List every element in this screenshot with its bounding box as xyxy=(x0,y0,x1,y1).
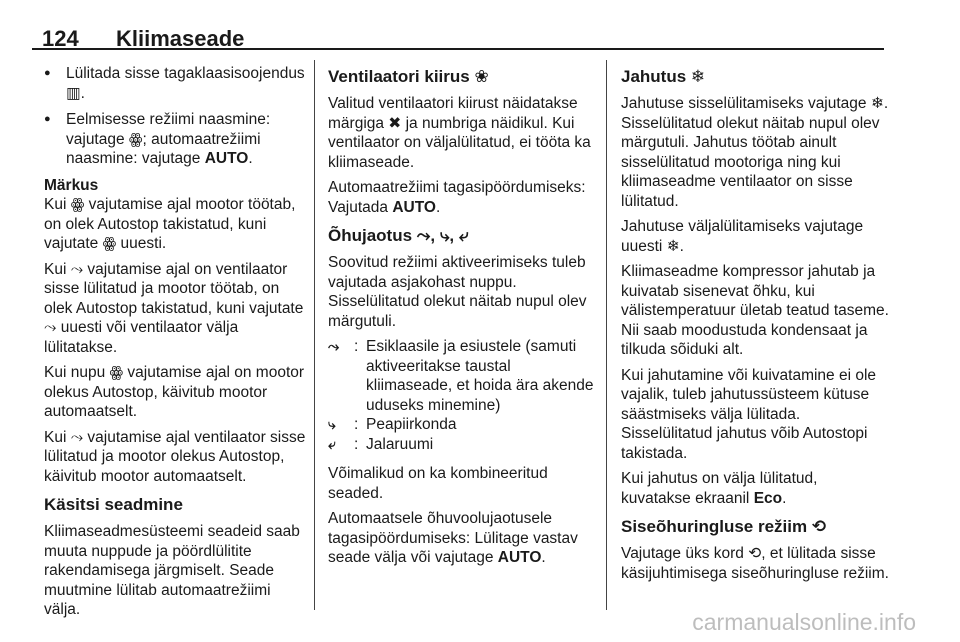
header-rule xyxy=(32,48,884,50)
column-divider xyxy=(314,60,315,610)
paragraph: Kui jahutamine või kuivatamine ei ole vajalik, tuleb jahutussüsteem kütuse säästmiseks välja lülitada. Sisselülitatud jahutus võib Autostopi takistada. xyxy=(621,366,877,462)
legend-text: Esiklaasile ja esiustele (samuti aktiveeritakse taustal kliimaseade, et hoida ära akende uduseks minemine) xyxy=(366,338,594,414)
auto-label: AUTO xyxy=(497,549,542,566)
paragraph: Kui jahutus on välja lülitatud, kuvatakse ekraanil Eco. xyxy=(621,470,818,507)
column-2 xyxy=(328,60,598,574)
heading-manual: Käsitsi seadmine xyxy=(44,495,183,514)
note-paragraph: Kui ꙮ vajutamise ajal mootor töötab, on olek Autostop takistatud, kuni vajutate ꙮ uuesti. xyxy=(44,196,296,252)
note-paragraph: Kui ⤳ vajutamise ajal on ventilaator sisse lülitatud ja mootor töötab, on olek Autostop takistatud, kuni vajutate ⤳ uuesti või ventilaator välja lülitatakse. xyxy=(44,260,304,356)
paragraph: Jahutuse väljalülitamiseks vajutage uuesti ❄. xyxy=(621,218,864,255)
air-legend: ⤳ : Esiklaasile ja esiustele (samuti aktiveeritakse taustal kliimaseade, et hoida ära akende uduseks minemine) ⤷ : Peapiirkonda ⤶ : Jalaruumi xyxy=(328,337,598,454)
column-divider xyxy=(606,60,607,610)
heading-cooling: Jahutus ❄ xyxy=(621,67,706,86)
note-title: Märkus xyxy=(44,176,99,194)
page-number: 124 xyxy=(42,26,79,51)
paragraph: Võimalikud on ka kombineeritud seaded. xyxy=(328,465,548,502)
page-title: Kliimaseade xyxy=(116,26,245,51)
auto-label: AUTO xyxy=(204,150,249,167)
heading-fan-speed: Ventilaatori kiirus ❀ xyxy=(328,67,489,86)
windscreen-air-icon: ⤳ xyxy=(328,338,340,354)
column-3 xyxy=(621,60,889,589)
paragraph: Jahutuse sisselülitamiseks vajutage ❄. Sisselülitatud olekut näitab nupul olev märgutuli. Jahutus töötab ainult sisselülitatud mootoriga ning kui kliimaseadme ventilaator on sisse lülitatud. xyxy=(621,95,889,210)
foot-air-icon: ⤶ xyxy=(328,435,336,452)
paragraph: Vajutage üks kord ⟲, et lülitada sisse käsijuhtimisega siseõhuringluse režiim. xyxy=(621,545,889,582)
heading-air-distribution: Õhujaotus ⤳, ⤷, ⤶ xyxy=(328,226,469,245)
bullet-item: ● Eelmisesse režiimi naasmine: vajutage ꙮ; automaatrežiimi naasmine: vajutage AUTO. xyxy=(44,110,306,169)
eco-label: Eco xyxy=(753,489,783,507)
paragraph: Automaatrežiimi tagasipöördumiseks: Vajutada AUTO. xyxy=(328,179,586,216)
paragraph: Automaatsele õhuvoolujaotusele tagasipöördumiseks: Lülitage vastav seade välja või vajutage AUTO. xyxy=(328,510,578,566)
note-paragraph: Kui ⤳ vajutamise ajal ventilaator sisse lülitatud ja mootor olekus Autostop, käivitub mootor automaatselt. xyxy=(44,428,306,485)
paragraph: Kliimaseadme kompressor jahutab ja kuivatab sisenevat õhku, kui välistemperatuur ületab teatud taseme. Nii saab moodustuda kondensaat ja tilkuda sõiduki alt. xyxy=(621,263,889,358)
paragraph: Soovitud režiimi aktiveerimiseks tuleb vajutada asjakohast nuppu. Sisselülitatud olekut näitab nupul olev märgutuli. xyxy=(328,254,587,330)
legend-text: Peapiirkonda xyxy=(366,416,457,433)
watermark: carmanualsonline.info xyxy=(692,609,916,635)
note-paragraph: Kui nupu ꙮ vajutamise ajal on mootor olekus Autostop, käivitub mootor automaatselt. xyxy=(44,364,305,420)
heading-recirculation: Siseõhuringluse režiim ⟲ xyxy=(621,517,827,536)
paragraph: Kliimaseadmesüsteemi seadeid saab muuta nuppude ja pöördlülitite rakendamisega järgmiselt. Seade muutmine lülitab automaatrežiimi välja. xyxy=(44,523,300,618)
auto-label: AUTO xyxy=(392,198,436,216)
bullet-item: ● Lülitada sisse tagaklaasisoojendus ▥. xyxy=(44,64,306,103)
paragraph: Valitud ventilaatori kiirust näidatakse märgiga ✖ ja numbriga näidikul. Kui ventilaator on väljalülitatud, ei tööta ka kliimaseade. xyxy=(328,95,591,171)
legend-text: Jalaruumi xyxy=(366,435,434,453)
column-1 xyxy=(44,60,306,626)
head-air-icon: ⤷ xyxy=(328,416,336,432)
